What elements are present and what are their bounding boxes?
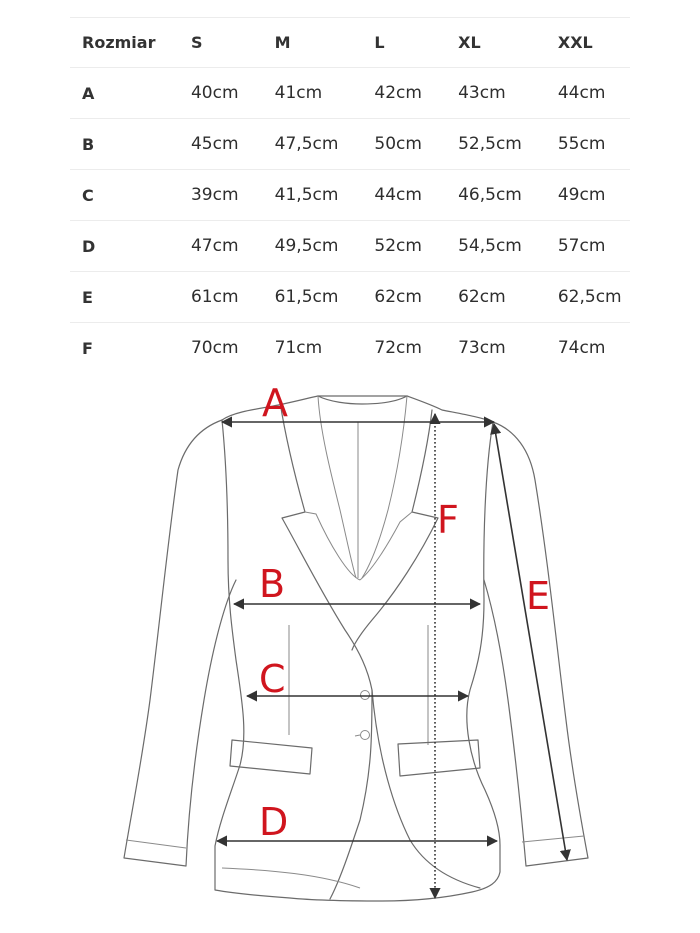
row-label: B [70,119,179,170]
table-cell: 55cm [546,119,630,170]
measurement-arrows [217,414,567,898]
table-cell: 62cm [362,272,446,323]
left-pocket-flap [230,740,312,774]
right-cuff-line [522,836,584,842]
table-cell: 43cm [446,68,546,119]
right-lapel [352,410,438,650]
measurement-labels [259,381,550,844]
table-cell: 62,5cm [546,272,630,323]
right-pocket-flap [398,740,480,776]
table-cell: 49cm [546,170,630,221]
table-row [70,170,630,221]
header-s: S [179,18,263,68]
button-bottom [361,731,370,740]
marker-label-c: C [259,657,286,701]
table-cell: 49,5cm [263,221,363,272]
table-cell: 50cm [362,119,446,170]
marker-label-a: A [262,381,288,425]
button-top [361,691,370,700]
header-m: M [263,18,363,68]
table-cell: 61cm [179,272,263,323]
buttonhole [355,735,360,736]
table-cell: 61,5cm [263,272,363,323]
row-label: E [70,272,179,323]
row-label: C [70,170,179,221]
table-cell: 52cm [362,221,446,272]
table-row [70,119,630,170]
size-table [70,17,630,374]
right-lapel-notch [360,512,412,580]
right-sleeve [484,422,588,866]
header-xl: XL [446,18,546,68]
table-row [70,272,630,323]
row-label: D [70,221,179,272]
header-size: Rozmiar [70,18,179,68]
table-row [70,68,630,119]
marker-label-d: D [259,800,289,844]
left-lapel [280,402,372,899]
header-l: L [362,18,446,68]
table-cell: 41cm [263,68,363,119]
table-cell: 46,5cm [446,170,546,221]
table-cell: 47cm [179,221,263,272]
table-cell: 62cm [446,272,546,323]
table-cell: 45cm [179,119,263,170]
front-edge-curve [372,690,480,888]
table-header-row [70,18,630,68]
collar-band [318,396,407,404]
table-cell: 72cm [362,323,446,374]
table-cell: 39cm [179,170,263,221]
table-cell: 40cm [179,68,263,119]
table-cell: 44cm [546,68,630,119]
row-label: A [70,68,179,119]
jacket-outline [124,396,588,901]
table-cell: 70cm [179,323,263,374]
table-cell: 57cm [546,221,630,272]
header-xxl: XXL [546,18,630,68]
left-cuff-line [126,840,186,848]
hem-curve [222,868,360,888]
collar-inner-right [362,396,407,578]
jacket-body-outline [215,396,500,901]
collar-inner-left [318,396,356,578]
table-row [70,323,630,374]
table-cell: 52,5cm [446,119,546,170]
left-lapel-notch [305,512,360,580]
marker-label-f: F [437,498,459,542]
table-cell: 47,5cm [263,119,363,170]
table-cell: 44cm [362,170,446,221]
table-cell: 41,5cm [263,170,363,221]
table-cell: 54,5cm [446,221,546,272]
marker-label-b: B [259,562,286,606]
table-cell: 42cm [362,68,446,119]
table-cell: 73cm [446,323,546,374]
left-sleeve [124,420,236,866]
table-row [70,221,630,272]
row-label: F [70,323,179,374]
marker-label-e: E [526,574,551,618]
table-cell: 74cm [546,323,630,374]
arrow-e [494,424,567,860]
table-cell: 71cm [263,323,363,374]
